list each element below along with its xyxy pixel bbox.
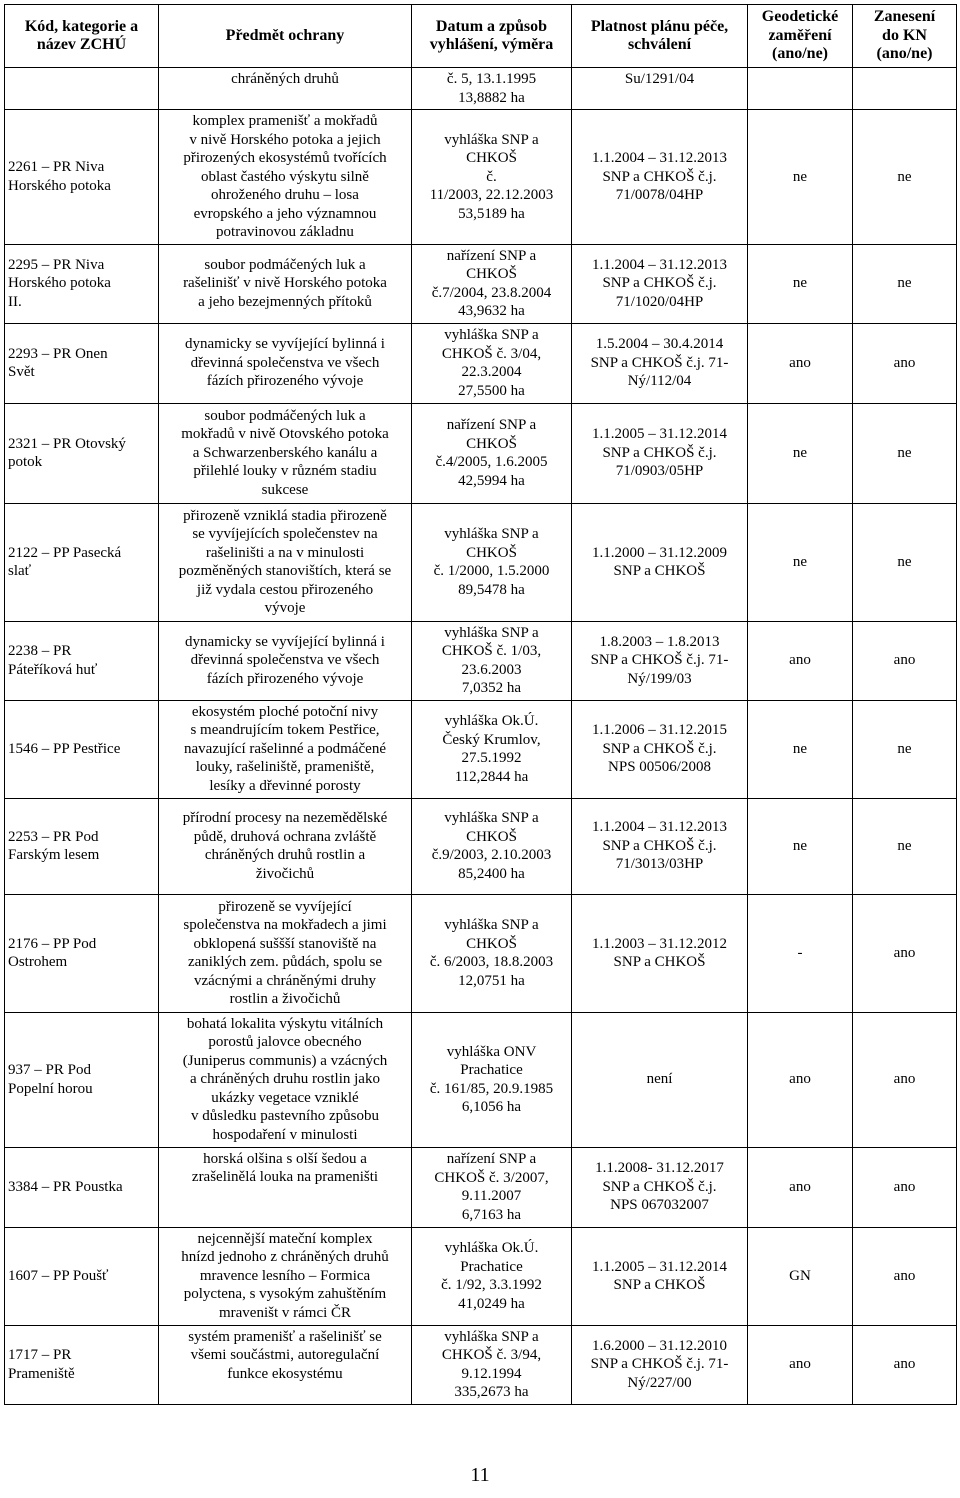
cell-plan: 1.1.2003 – 31.12.2012 SNP a CHKOŠ xyxy=(572,894,748,1012)
cell-cadastre: ano xyxy=(853,894,957,1012)
cell-declaration: vyhláška SNP a CHKOŠ č. 3/04, 22.3.2004 27,5500 ha xyxy=(412,323,572,403)
cell-subject: horská olšina s olší šedou a zrašelinělá louka na prameništi xyxy=(159,1147,412,1227)
table-row xyxy=(5,1012,957,1147)
cell-geodetic: - xyxy=(748,894,853,1012)
table-row xyxy=(5,403,957,503)
cell-geodetic: ne xyxy=(748,403,853,503)
cell-plan: Su/1291/04 xyxy=(572,68,748,110)
table-row xyxy=(5,503,957,621)
cell-plan: 1.1.2004 – 31.12.2013 SNP a CHKOŠ č.j. 71/1020/04HP xyxy=(572,244,748,323)
cell-geodetic: ne xyxy=(748,110,853,245)
table-row xyxy=(5,244,957,323)
cell-declaration: vyhláška SNP a CHKOŠ č. 3/94, 9.12.1994 335,2673 ha xyxy=(412,1325,572,1404)
header-row xyxy=(5,5,957,68)
cell-name: 1546 – PP Pestřice xyxy=(5,700,159,798)
cell-subject: dynamicky se vyvíjející bylinná i dřevinná společenstva ve všech fázích přirozeného vývoje xyxy=(159,621,412,700)
cell-cadastre: ne xyxy=(853,700,957,798)
cell-cadastre: ne xyxy=(853,403,957,503)
table-row xyxy=(5,1325,957,1404)
cell-declaration: vyhláška SNP a CHKOŠ č. 11/2003, 22.12.2003 53,5189 ha xyxy=(412,110,572,245)
cell-declaration: vyhláška SNP a CHKOŠ č. 6/2003, 18.8.2003 12,0751 ha xyxy=(412,894,572,1012)
cell-cadastre: ano xyxy=(853,1227,957,1325)
cell-subject: dynamicky se vyvíjející bylinná i dřevinná společenstva ve všech fázích přirozeného vývoje xyxy=(159,323,412,403)
header-geodetic: Geodetické zaměření (ano/ne) xyxy=(748,5,853,68)
cell-cadastre xyxy=(853,68,957,110)
cell-cadastre: ano xyxy=(853,1325,957,1404)
header-declaration: Datum a způsob vyhlášení, výměra xyxy=(412,5,572,68)
cell-plan: 1.1.2005 – 31.12.2014 SNP a CHKOŠ č.j. 71/0903/05HP xyxy=(572,403,748,503)
cell-geodetic: ne xyxy=(748,798,853,894)
cell-declaration: vyhláška Ok.Ú. Prachatice č. 1/92, 3.3.1992 41,0249 ha xyxy=(412,1227,572,1325)
cell-name: 1717 – PR Prameniště xyxy=(5,1325,159,1404)
table-row xyxy=(5,323,957,403)
cell-name: 2122 – PP Pasecká slať xyxy=(5,503,159,621)
cell-subject: ekosystém ploché potoční nivy s meandrujícím tokem Pestřice, navazující rašelinné a podmáčené louky, rašeliniště, prameniště, lesíky a dřevinné porosty xyxy=(159,700,412,798)
cell-name: 2261 – PR Niva Horského potoka xyxy=(5,110,159,245)
cell-geodetic: ne xyxy=(748,244,853,323)
cell-cadastre: ano xyxy=(853,323,957,403)
cell-declaration: nařízení SNP a CHKOŠ č.4/2005, 1.6.2005 42,5994 ha xyxy=(412,403,572,503)
cell-subject: nejcennější mateční komplex hnízd jednoho z chráněných druhů mravence lesního – Formica polyctena, s vysokým zahuštěním mraveništ v rámci ČR xyxy=(159,1227,412,1325)
cell-geodetic: ne xyxy=(748,700,853,798)
cell-geodetic: ano xyxy=(748,1325,853,1404)
cell-subject: přirozeně vzniklá stadia přirozeně se vyvíjejících společenstev na rašeliništi a na v minulosti pozměněných stanovištích, která se již vydala cestou přirozeného vývoje xyxy=(159,503,412,621)
cell-plan: 1.1.2000 – 31.12.2009 SNP a CHKOŠ xyxy=(572,503,748,621)
header-care-plan: Platnost plánu péče, schválení xyxy=(572,5,748,68)
cell-subject: přirozeně se vyvíjející společenstva na mokřadech a jimi obklopená suššší stanoviště na zaniklých zem. půdách, spolu se vzácnými a chráněnými druhy rostlin a živočichů xyxy=(159,894,412,1012)
cell-geodetic: GN xyxy=(748,1227,853,1325)
cell-plan: 1.1.2008- 31.12.2017 SNP a CHKOŠ č.j. NPS 067032007 xyxy=(572,1147,748,1227)
cell-cadastre: ano xyxy=(853,1147,957,1227)
table-row xyxy=(5,798,957,894)
cell-name: 2238 – PR Páteříková huť xyxy=(5,621,159,700)
cell-name: 2321 – PR Otovský potok xyxy=(5,403,159,503)
cell-name: 2176 – PP Pod Ostrohem xyxy=(5,894,159,1012)
cell-cadastre: ano xyxy=(853,621,957,700)
cell-declaration: vyhláška SNP a CHKOŠ č.9/2003, 2.10.2003 85,2400 ha xyxy=(412,798,572,894)
cell-plan: 1.1.2004 – 31.12.2013 SNP a CHKOŠ č.j. 71/0078/04HP xyxy=(572,110,748,245)
cell-name: 3384 – PR Poustka xyxy=(5,1147,159,1227)
cell-plan: 1.1.2004 – 31.12.2013 SNP a CHKOŠ č.j. 71/3013/03HP xyxy=(572,798,748,894)
cell-geodetic: ano xyxy=(748,621,853,700)
cell-plan: není xyxy=(572,1012,748,1147)
table-row xyxy=(5,894,957,1012)
page-number: 11 xyxy=(470,1464,490,1486)
table-row xyxy=(5,1147,957,1227)
cell-cadastre: ne xyxy=(853,244,957,323)
cell-geodetic xyxy=(748,68,853,110)
cell-subject: systém pramenišť a rašelinišť se všemi součástmi, autoregulační funkce ekosystému xyxy=(159,1325,412,1404)
cell-plan: 1.8.2003 – 1.8.2013 SNP a CHKOŠ č.j. 71- Ný/199/03 xyxy=(572,621,748,700)
cell-plan: 1.1.2006 – 31.12.2015 SNP a CHKOŠ č.j. NPS 00506/2008 xyxy=(572,700,748,798)
cell-declaration: vyhláška SNP a CHKOŠ č. 1/03, 23.6.2003 7,0352 ha xyxy=(412,621,572,700)
cell-name xyxy=(5,68,159,110)
table-row xyxy=(5,621,957,700)
header-cadastre: Zanesení do KN (ano/ne) xyxy=(853,5,957,68)
cell-geodetic: ano xyxy=(748,323,853,403)
header-subject: Předmět ochrany xyxy=(159,5,412,68)
cell-subject: komplex pramenišť a mokřadů v nivě Horského potoka a jejich přirozených ekosystémů tvořících oblast častého výskytu silně ohroženého druhu – losa evropského a jeho významnou potravinovou základnu xyxy=(159,110,412,245)
cell-geodetic: ano xyxy=(748,1147,853,1227)
cell-cadastre: ne xyxy=(853,503,957,621)
cell-declaration: nařízení SNP a CHKOŠ č.7/2004, 23.8.2004 43,9632 ha xyxy=(412,244,572,323)
cell-plan: 1.5.2004 – 30.4.2014 SNP a CHKOŠ č.j. 71- Ný/112/04 xyxy=(572,323,748,403)
table-row xyxy=(5,700,957,798)
cell-declaration: nařízení SNP a CHKOŠ č. 3/2007, 9.11.2007 6,7163 ha xyxy=(412,1147,572,1227)
cell-name: 1607 – PP Poušť xyxy=(5,1227,159,1325)
table-row xyxy=(5,1227,957,1325)
cell-cadastre: ne xyxy=(853,110,957,245)
cell-name: 2253 – PR Pod Farským lesem xyxy=(5,798,159,894)
cell-cadastre: ano xyxy=(853,1012,957,1147)
cell-declaration: č. 5, 13.1.1995 13,8882 ha xyxy=(412,68,572,110)
cell-declaration: vyhláška SNP a CHKOŠ č. 1/2000, 1.5.2000 89,5478 ha xyxy=(412,503,572,621)
cell-plan: 1.1.2005 – 31.12.2014 SNP a CHKOŠ xyxy=(572,1227,748,1325)
cell-subject: chráněných druhů xyxy=(159,68,412,110)
cell-subject: soubor podmáčených luk a rašelinišť v nivě Horského potoka a jeho bezejmenných přítoků xyxy=(159,244,412,323)
cell-cadastre: ne xyxy=(853,798,957,894)
table-row xyxy=(5,110,957,245)
table-row-continuation xyxy=(5,68,957,110)
cell-plan: 1.6.2000 – 31.12.2010 SNP a CHKOŠ č.j. 71- Ný/227/00 xyxy=(572,1325,748,1404)
cell-subject: soubor podmáčených luk a mokřadů v nivě Otovského potoka a Schwarzenberského kanálu a přilehlé louky v různém stadiu sukcese xyxy=(159,403,412,503)
cell-subject: bohatá lokalita výskytu vitálních porostů jalovce obecného (Juniperus communis) a vzácných a chráněných druhu rostlin jako ukázky vegetace vzniklé v důsledku pastevního způsobu hospodaření v minulosti xyxy=(159,1012,412,1147)
cell-subject: přírodní procesy na nezemědělské půdě, druhová ochrana zvláště chráněných druhů rostlin a živočichů xyxy=(159,798,412,894)
reserves-table xyxy=(4,4,957,1405)
cell-geodetic: ne xyxy=(748,503,853,621)
header-code-name: Kód, kategorie a název ZCHÚ xyxy=(5,5,159,68)
cell-name: 2295 – PR Niva Horského potoka II. xyxy=(5,244,159,323)
cell-declaration: vyhláška ONV Prachatice č. 161/85, 20.9.1985 6,1056 ha xyxy=(412,1012,572,1147)
cell-name: 937 – PR Pod Popelní horou xyxy=(5,1012,159,1147)
cell-geodetic: ano xyxy=(748,1012,853,1147)
cell-declaration: vyhláška Ok.Ú. Český Krumlov, 27.5.1992 112,2844 ha xyxy=(412,700,572,798)
cell-name: 2293 – PR Onen Svět xyxy=(5,323,159,403)
